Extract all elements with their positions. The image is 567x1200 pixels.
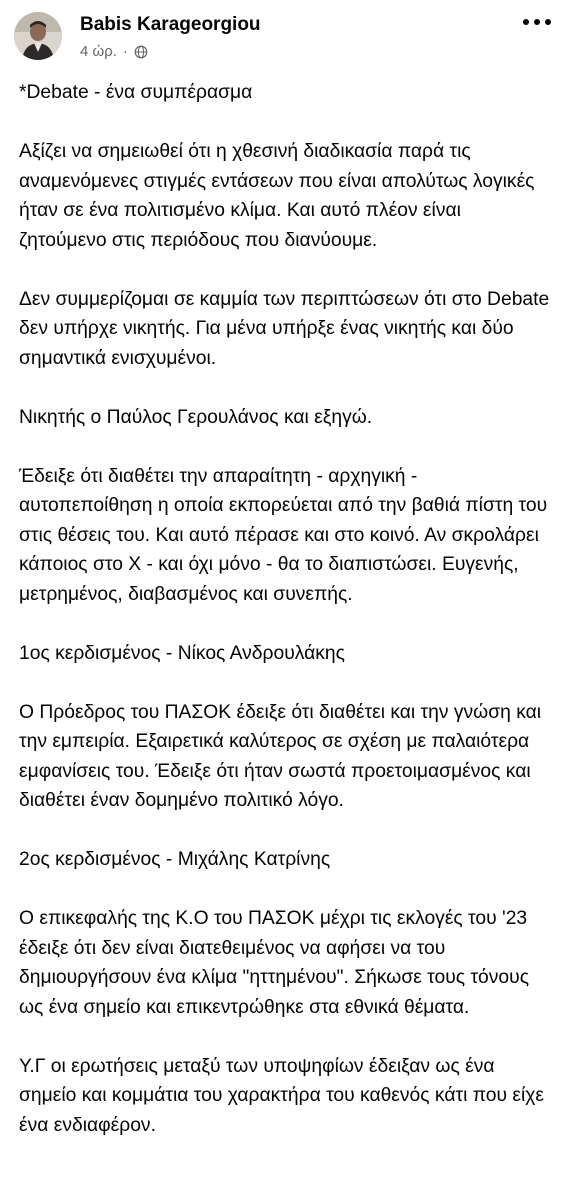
post-paragraph: Υ.Γ οι ερωτήσεις μεταξύ των υποψηφίων έδειξαν ως ένα σημείο και κομμάτια του χαρακτήρα του καθενός κάτι που είχε ένα ενδιαφέρον. bbox=[19, 1055, 550, 1136]
post-meta bbox=[80, 43, 148, 60]
post-header bbox=[0, 0, 567, 70]
post-body bbox=[0, 70, 567, 1140]
post-paragraph: Δεν συμμερίζομαι σε καμμία των περιπτώσεων ότι στο Debate δεν υπήρχε νικητής. Για μένα υπήρξε ένας νικητής και δύο σημαντικά ενισχυμένοι. bbox=[19, 288, 555, 369]
avatar[interactable] bbox=[14, 12, 62, 60]
post-time[interactable]: 4 ώρ. bbox=[80, 43, 117, 60]
author-name[interactable]: Babis Karageorgiou bbox=[80, 14, 261, 35]
more-options-icon[interactable] bbox=[523, 18, 551, 26]
post-paragraph: Ο Πρόεδρος του ΠΑΣΟΚ έδειξε ότι διαθέτει και την γνώση και την εμπειρία. Εξαιρετικά καλύτερος σε σχέση με παλαιότερα εμφανίσεις του. Έδειξε ότι ήταν σωστά προετοιμασμένος και διαθέτει έναν δομημένο πολιτικό λόγο. bbox=[19, 701, 547, 811]
post-paragraph: Νικητής ο Παύλος Γερουλάνος και εξηγώ. bbox=[19, 406, 373, 428]
post-paragraph: 1ος κερδισμένος - Νίκος Ανδρουλάκης bbox=[19, 642, 345, 664]
globe-icon bbox=[134, 45, 148, 59]
post-paragraph: Έδειξε ότι διαθέτει την απαραίτητη - αρχηγική - αυτοπεποίθηση η οποία εκπορεύεται από την βαθιά πίστη του στις θέσεις του. Και αυτό πέρασε και στο κοινό. Αν σκρολάρει κάποιος στο Χ - και όχι μόνο - θα το διαπιστώσει. Ευγενής, μετρημένος, διαβασμένος και συνεπής. bbox=[19, 465, 553, 605]
meta-separator: · bbox=[122, 43, 128, 60]
post-paragraph: 2ος κερδισμένος - Μιχάλης Κατρίνης bbox=[19, 849, 331, 870]
post-paragraph: Ο επικεφαλής της Κ.Ο του ΠΑΣΟΚ μέχρι τις εκλογές του '23 έδειξε ότι δεν είναι διατεθειμένος να αφήσει να του δημιουργήσουν ένα κλίμα "ηττημένου". Σήκωσε τους τόνους ως ένα σημείο και επικεντρώθηκε στα εθνικά θέματα. bbox=[19, 908, 535, 1018]
profile-photo bbox=[14, 12, 62, 60]
post-paragraph: Αξίζει να σημειωθεί ότι η χθεσινή διαδικασία παρά τις αναμενόμενες στιγμές εντάσεων που είναι απολύτως λογικές ήταν σε ένα πολιτισμένο κλίμα. Και αυτό πλέον είναι ζητούμενο στις περιόδους που διανύουμε. bbox=[19, 141, 540, 251]
post-paragraph: *Debate - ένα συμπέρασμα bbox=[19, 82, 253, 103]
